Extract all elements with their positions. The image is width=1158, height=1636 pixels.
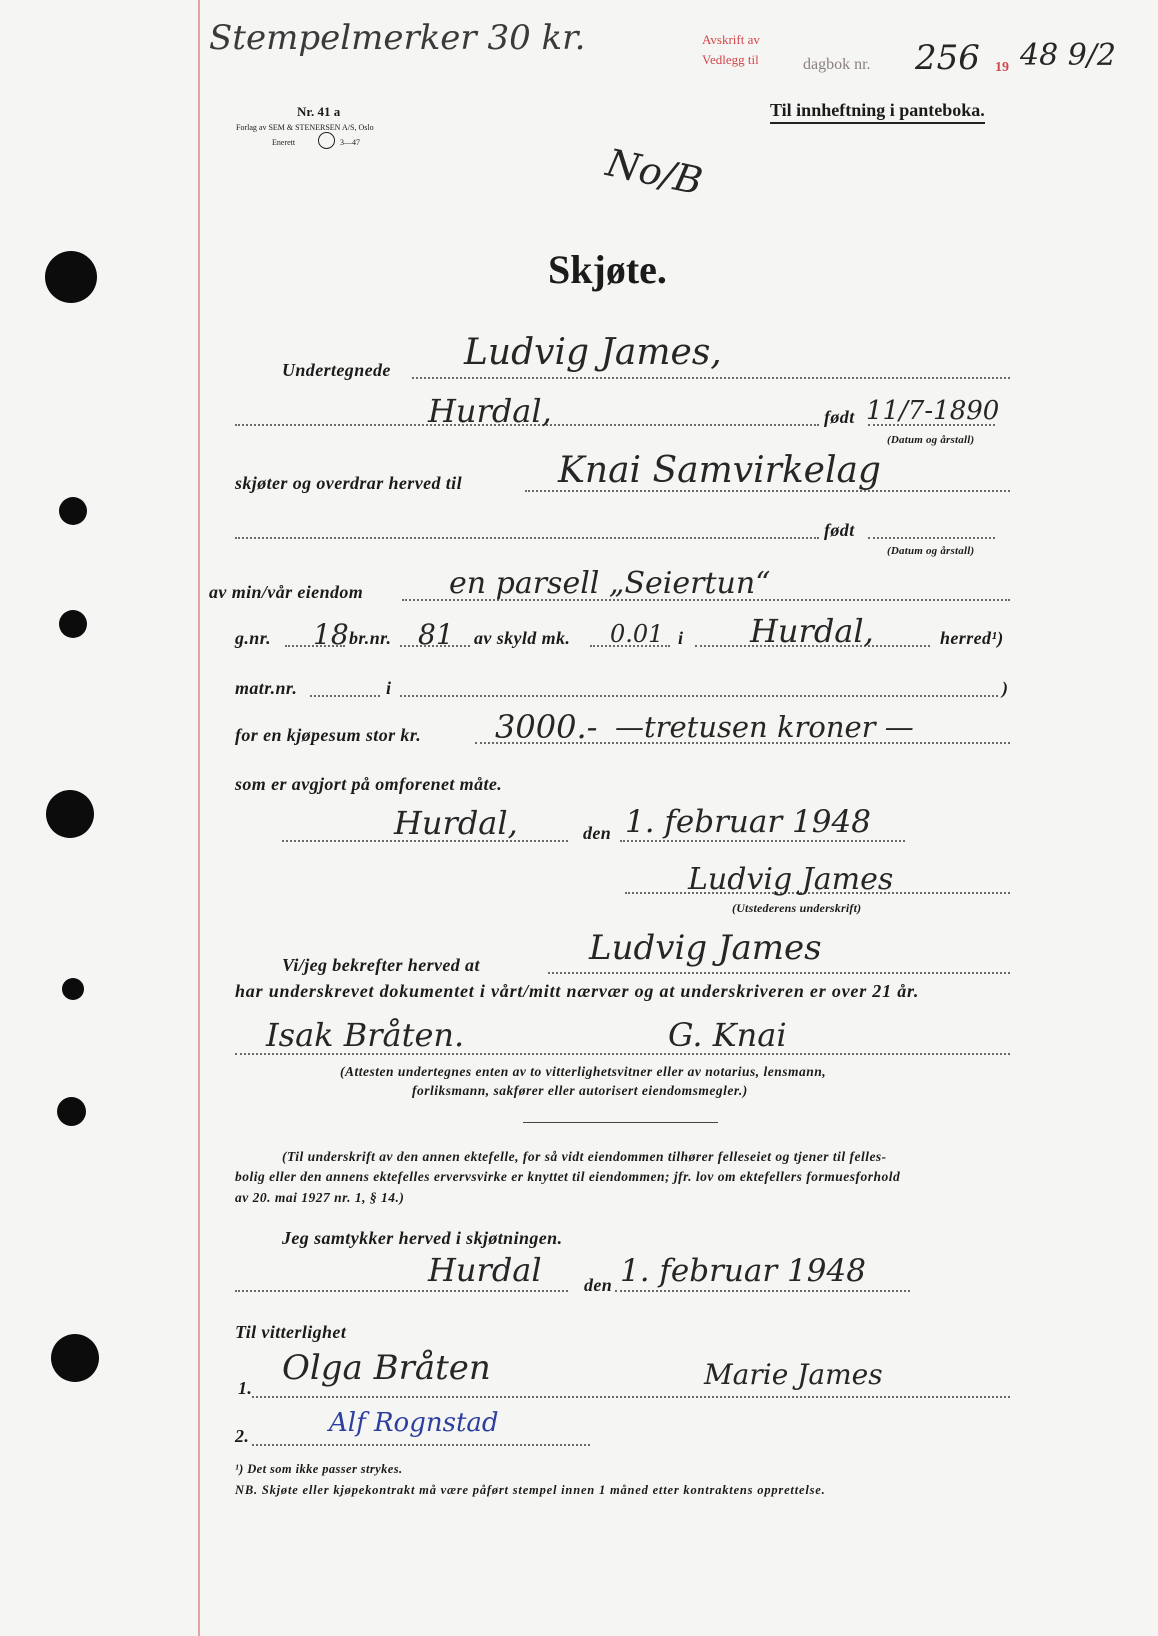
punch-hole (59, 497, 87, 525)
skyld-value: 0.01 (610, 620, 664, 648)
brnr-label: br.nr. (349, 628, 392, 648)
spouse-den-label: den (584, 1275, 613, 1295)
red-stamp-line2: Vedlegg til (702, 52, 759, 67)
spouse-signature: Marie James (704, 1358, 883, 1391)
edition: 3—47 (340, 138, 360, 147)
property-label: av min/vår eiendom (209, 582, 364, 602)
fill-line (620, 840, 905, 842)
spouse-date: 1. februar 1948 (620, 1253, 866, 1289)
spouse-place: Hurdal (428, 1251, 542, 1289)
price-amount: 3000.- (495, 708, 598, 746)
attestation-witness-1: Isak Bråten. (266, 1016, 465, 1054)
witness-number-2: 2. (235, 1426, 250, 1446)
gnr-label: g.nr. (235, 628, 272, 648)
gnr-value: 18 (313, 618, 349, 651)
spouse-consent: Jeg samtykker herved i skjøtningen. (282, 1228, 563, 1248)
dagbok-number: 256 (915, 38, 980, 78)
dagbok-label: dagbok nr. (803, 56, 871, 73)
fill-line (252, 1396, 1010, 1398)
attestation-note-line2: forliksmann, sakfører eller autorisert eiendomsmegler.) (412, 1083, 748, 1098)
grantor-label: Undertegnede (282, 360, 391, 380)
punch-hole (59, 610, 87, 638)
grantee-label: skjøter og overdrar herved til (235, 473, 462, 493)
punch-hole (45, 251, 97, 303)
punch-hole (62, 978, 84, 1000)
brnr-value: 81 (418, 618, 454, 651)
dagbok-suffix: 48 9/2 (1020, 38, 1116, 73)
dagbok-stamp-number: 19 (995, 60, 1009, 75)
punch-hole (51, 1334, 99, 1382)
filing-note: Til innheftning i panteboka. (770, 100, 985, 124)
red-margin-line (198, 0, 200, 1636)
municipality-in-label: i (678, 628, 684, 648)
grantor-place: Hurdal, (428, 392, 552, 430)
registry-mark: No/B (602, 140, 707, 204)
attestation-label: Vi/jeg bekrefter herved at (282, 955, 480, 975)
grantee-born-label: født (824, 520, 855, 540)
fill-line (412, 377, 1010, 379)
fill-line (868, 537, 995, 539)
form-number: Nr. 41 a (297, 104, 341, 119)
rights: Enerett (272, 138, 296, 147)
spouse-note-line3: av 20. mai 1927 nr. 1, § 14.) (235, 1190, 405, 1205)
signing-den-label: den (583, 823, 612, 843)
herred-label: herred¹) (940, 628, 1004, 648)
spouse-note-line2: bolig eller den annens ektefelles ervervsvirke er knyttet til eiendommen; jfr. lov om ektefellers formuesforhold (235, 1169, 901, 1184)
skyld-label: av skyld mk. (474, 628, 571, 648)
spouse-note-line1: (Til underskrift av den annen ektefelle, for så vidt eiendommen tilhører felleseiet og tjener til felles- (282, 1149, 887, 1164)
publisher-logo-icon (318, 132, 335, 149)
fill-line (235, 1290, 568, 1292)
witness-number-1: 1. (238, 1378, 253, 1398)
grantor-born-date: 11/7-1890 (866, 396, 1000, 426)
footnote-strike: ¹) Det som ikke passer strykes. (235, 1462, 403, 1476)
attested-name: Ludvig James (589, 928, 822, 968)
municipality-value: Hurdal, (750, 612, 874, 650)
matr-label: matr.nr. (235, 678, 298, 698)
grantor-born-label: født (824, 407, 855, 427)
signing-place: Hurdal, (394, 804, 518, 842)
matr-close: ) (1002, 678, 1009, 698)
witness-1-signature: Olga Bråten (282, 1348, 491, 1388)
fill-line (548, 972, 1010, 974)
fill-line (252, 1444, 590, 1446)
witness-label: Til vitterlighet (235, 1322, 347, 1342)
attestation-witness-2: G. Knai (668, 1016, 787, 1054)
fill-line (615, 1290, 910, 1292)
grantee-name: Knai Samvirkelag (558, 450, 881, 491)
grantee-date-hint: (Datum og årstall) (887, 545, 975, 557)
price-label: for en kjøpesum stor kr. (235, 725, 422, 745)
page-title: Skjøte. (548, 247, 667, 292)
publisher: Forlag av SEM & STENERSEN A/S, Oslo (236, 123, 374, 132)
price-words: —tretusen kroner — (615, 710, 914, 744)
fill-line (400, 695, 998, 697)
punch-hole (57, 1097, 86, 1126)
footnote-nb: NB. Skjøte eller kjøpekontrakt må være påført stempel innen 1 måned etter kontraktens opprettelse. (235, 1483, 826, 1497)
grantor-date-hint: (Datum og årstall) (887, 434, 975, 446)
attestation-note-line1: (Attesten undertegnes enten av to vitterlighetsvitner eller av notarius, lensmann, (340, 1064, 827, 1079)
stamp-duty-note: Stempelmerker 30 kr. (209, 18, 586, 58)
witness-2-signature: Alf Rognstad (329, 1408, 499, 1438)
section-divider (523, 1122, 718, 1123)
signing-date: 1. februar 1948 (625, 804, 871, 840)
signature-hint: (Utstederens underskrift) (732, 901, 862, 915)
red-stamp-line1: Avskrift av (702, 32, 760, 47)
grantor-name: Ludvig James, (464, 332, 722, 373)
price-settled: som er avgjort på omforenet måte. (235, 774, 503, 794)
fill-line (235, 537, 819, 539)
attestation-statement: har underskrevet dokumentet i vårt/mitt nærvær og at underskriveren er over 21 år. (235, 981, 920, 1001)
matr-in-label: i (386, 678, 392, 698)
grantor-signature: Ludvig James (688, 862, 894, 897)
punch-hole (46, 790, 94, 838)
fill-line (310, 695, 380, 697)
property-description: en parsell „Seiertun“ (449, 566, 771, 601)
